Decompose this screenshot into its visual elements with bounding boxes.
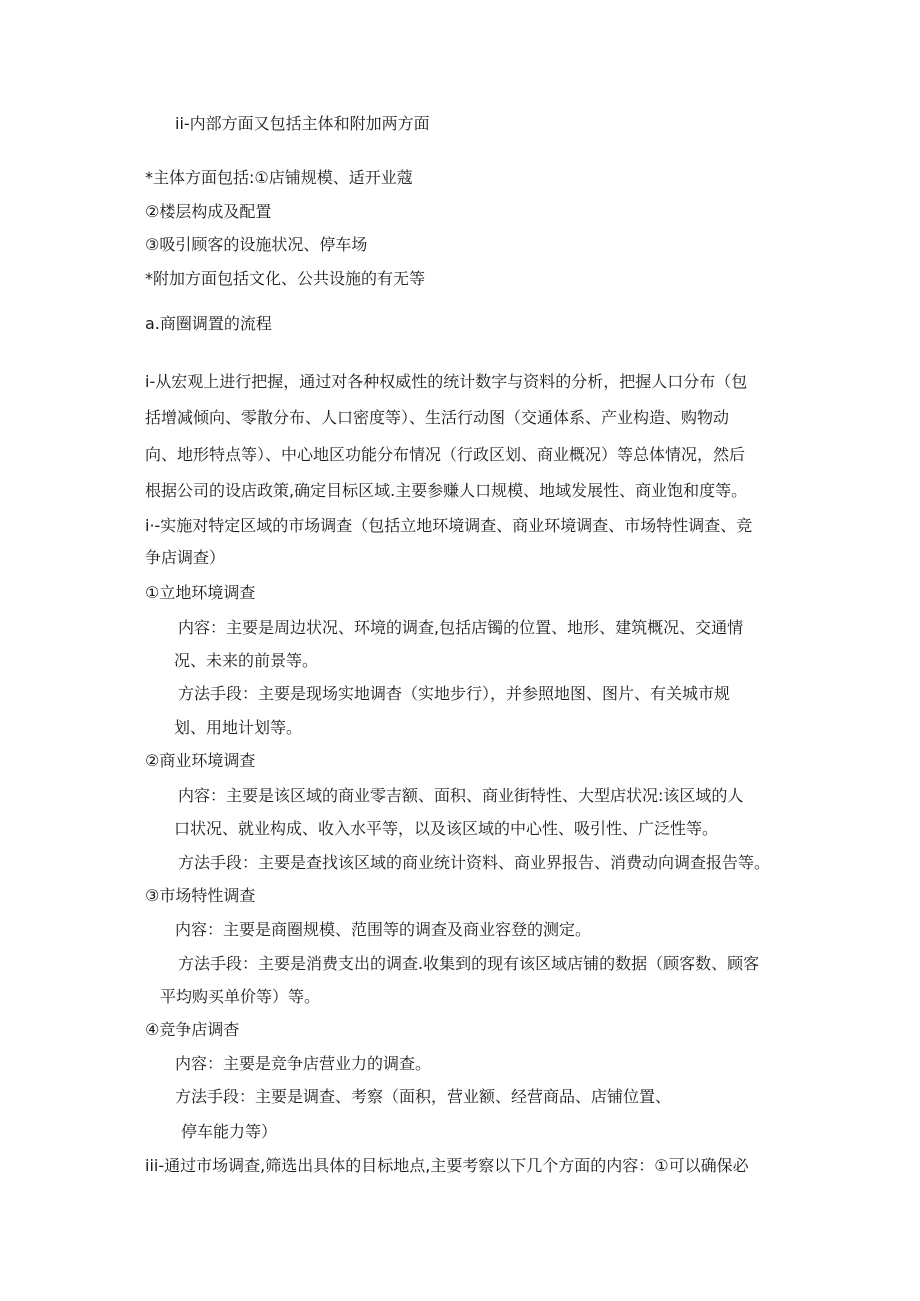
text-line: 平均购买单价等）等。 [160,987,321,1006]
text-line: ④竞争店调杳 [145,1020,240,1039]
text-line: ②楼层构成及配置 [145,202,272,221]
text-line: 划、用地计划等。 [174,718,303,737]
text-line: 况、未来的前景等。 [174,651,319,670]
text-line: 内容：主要是竞争店营业力的调查。 [175,1054,432,1073]
text-line: 括增减倾向、零散分布、人口密度等）、生活行动图（交通体系、产业构造、购物动 [145,408,730,427]
text-line: 根据公司的设店政策,确定目标区域.主要参赚人口规模、地域发展性、商业饱和度等。 [145,481,748,500]
text-line: *主体方面包括:①店铺规模、适开业蔻 [145,168,413,187]
text-line: 口状况、就业构成、收入水平等，以及该区域的中心性、吸引性、广泛性等。 [174,819,719,838]
text-line: 争店调查） [145,548,226,567]
text-line: iii-通过市场调查,筛选出具体的目标地点,主要考察以下几个方面的内容：①可以确保必 [145,1156,749,1175]
text-line: 内容：主要是周边状况、环境的调查,包括店镯的位置、地形、建筑概况、交通情 [178,618,744,637]
text-line: 方法手段：主要是现场实地调杳（实地步行），并参照地图、图片、有关城市规 [178,684,731,703]
text-line: ii-内部方面又包括主体和附加两方面 [175,114,430,133]
text-line: ③吸引顾客的设施状况、停车场 [145,235,368,254]
text-line: 方法手段：主要是调查、考察（面积，营业额、经营商品、店铺位置、 [175,1087,672,1106]
text-line: i·-实施对特定区域的市场调查（包括立地环境调查、商业环境调查、市场特性调查、竞 [145,516,753,535]
text-line: ①立地环境调查 [145,583,256,602]
text-line: 方法手段：主要是查找该区域的商业统计资料、商业界报告、消费动向调查报告等。 [178,853,771,872]
text-line: 方法手段：主要是消费支出的调查.收集到的现有该区域店铺的数据（顾客数、顾客 [178,954,760,973]
text-line: *附加方面包括文化、公共设施的有无等 [145,269,426,288]
text-line: 向、地形特点等）、中心地区功能分布情况（行政区划、商业概况）等总体情况，然后 [145,445,746,464]
text-line: ③市场特性调查 [145,886,256,905]
text-line: i-从宏观上进行把握，通过对各种权威性的统计数字与资料的分析，把握人口分布（包 [145,372,748,391]
text-line: a.商圈调置的流程 [145,314,272,333]
text-line: 内容：主要是该区域的商业零吉额、面积、商业街特性、大型店状况:该区域的人 [178,786,744,805]
text-line: ②商业环境调查 [145,751,256,770]
text-line: 停车能力等） [181,1122,278,1141]
text-line: 内容：主要是商圈规模、范围等的调查及商业容登的测定。 [175,920,592,939]
